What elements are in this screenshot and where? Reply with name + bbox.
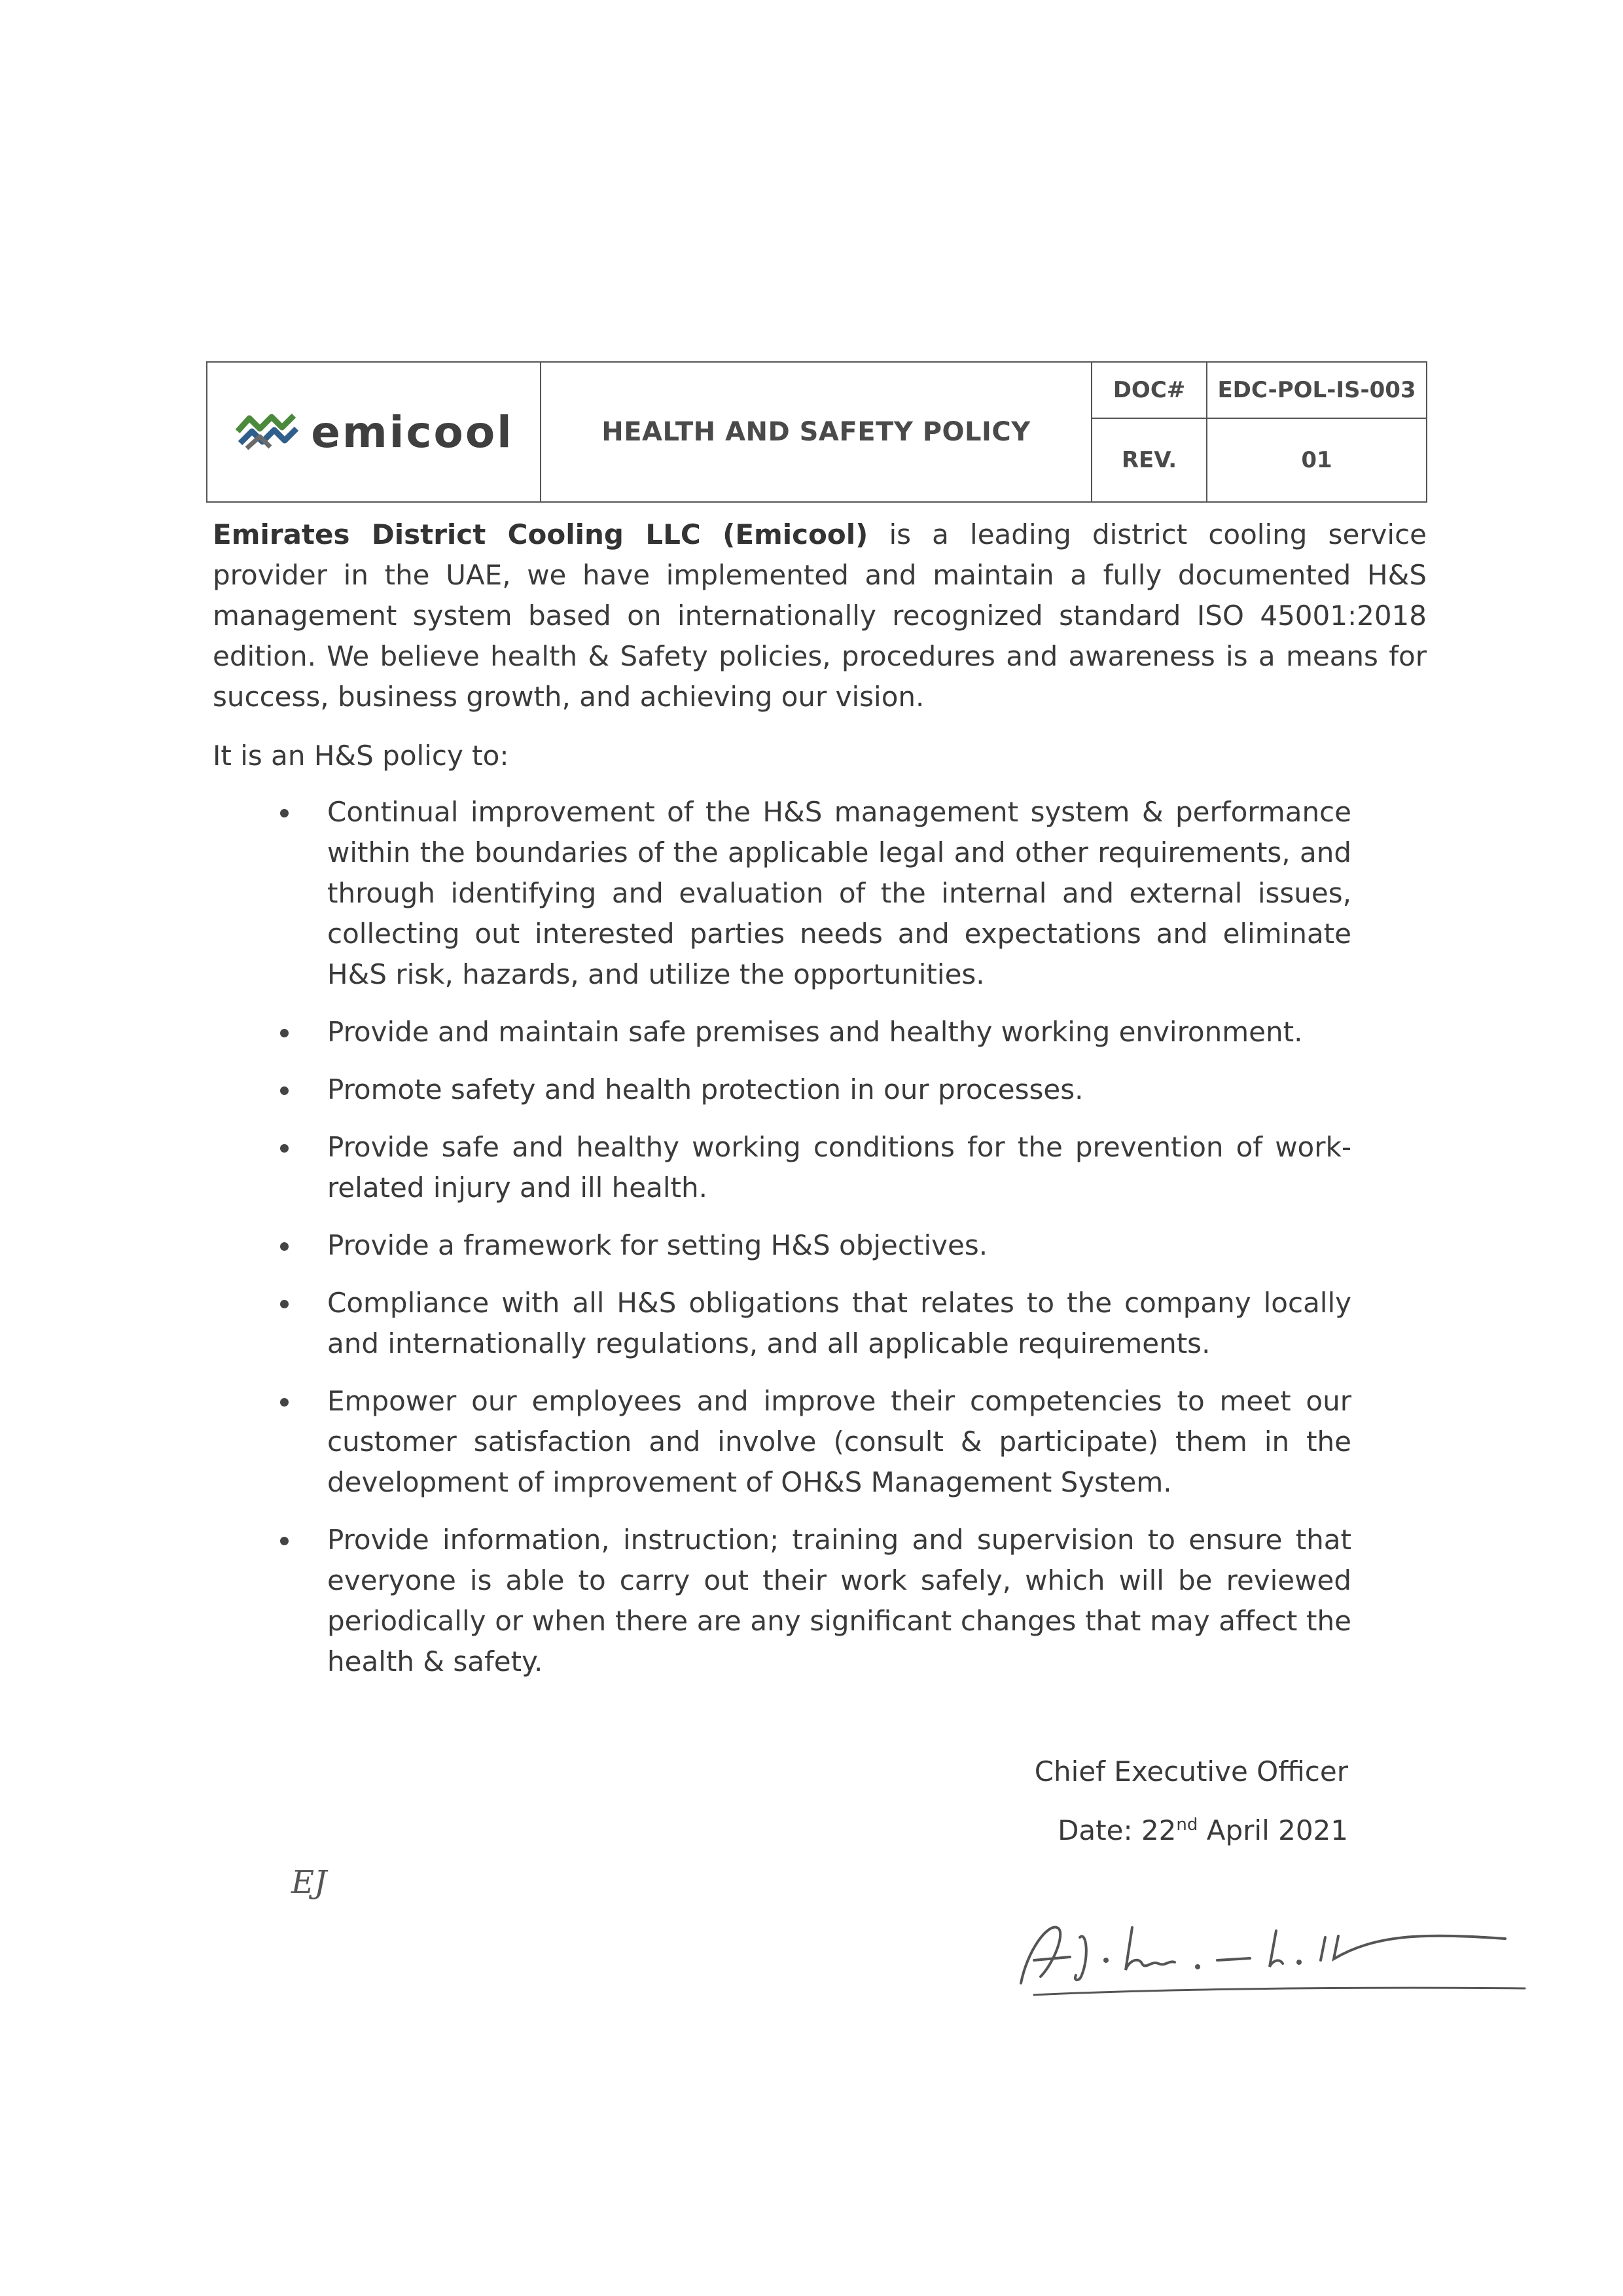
policy-item <box>213 1012 1351 1052</box>
signature-image <box>1008 1898 1531 2003</box>
date-prefix: Date: 22 <box>1058 1814 1177 1846</box>
rev-label: REV. <box>1092 418 1207 502</box>
company-logo <box>207 407 540 457</box>
bullet-icon <box>280 809 289 817</box>
date-suffix: April 2021 <box>1198 1814 1348 1846</box>
bullet-icon <box>280 1242 289 1251</box>
signoff-date <box>1058 1814 1348 1846</box>
wave-chevron-logo-icon <box>234 409 306 455</box>
policy-item-text: Compliance with all H&S obligations that relates to the company locally and internationally regulations, and all applicable requirements. <box>327 1287 1351 1359</box>
bullet-icon <box>280 1144 289 1153</box>
logo-cell <box>207 362 541 502</box>
doc-number: EDC-POL-IS-003 <box>1207 362 1427 418</box>
date-ordinal: nd <box>1176 1815 1198 1835</box>
rev-number: 01 <box>1207 418 1427 502</box>
intro-text: is a leading district cooling service provider in the UAE, we have implemented and maintain a fully documented H&S management system based on internationally recognized standard ISO 45001:2018 edition. We believe health & Safety policies, procedures and awareness is a means for success, business growth, and achieving our vision. <box>213 518 1427 713</box>
bullet-icon <box>280 1029 289 1037</box>
document-title: HEALTH AND SAFETY POLICY <box>541 362 1092 502</box>
policy-item-text: Continual improvement of the H&S management system & performance within the boundaries of the applicable legal and other requirements, and through identifying and evaluation of the internal and external issues, collecting out interested parties needs and expectations and eliminate H&S risk, hazards, and utilize the opportunities. <box>327 796 1351 990</box>
company-name: Emirates District Cooling LLC (Emicool) <box>213 518 868 550</box>
policy-item <box>213 1069 1351 1110</box>
policy-item-text: Provide safe and healthy working conditions for the prevention of work-related injury and ill health. <box>327 1131 1351 1204</box>
bullet-icon <box>280 1086 289 1095</box>
policy-item <box>213 1127 1351 1208</box>
bullet-icon <box>280 1300 289 1308</box>
policy-list <box>213 792 1351 1699</box>
policy-item <box>213 792 1351 995</box>
policy-item-text: Provide and maintain safe premises and healthy working environment. <box>327 1016 1303 1048</box>
policy-item-text: Empower our employees and improve their competencies to meet our customer satisfaction and involve (consult & participate) them in the development of improvement of OH&S Management System. <box>327 1385 1351 1498</box>
policy-item-text: Promote safety and health protection in our processes. <box>327 1073 1084 1105</box>
policy-lead: It is an H&S policy to: <box>213 740 509 772</box>
intro-paragraph <box>213 514 1427 717</box>
bullet-icon <box>280 1398 289 1407</box>
policy-item-text: Provide information, instruction; training and supervision to ensure that everyone is able to carry out their work safely, which will be reviewed periodically or when there are any significant changes that may affect the health & safety. <box>327 1524 1351 1677</box>
document-header-table <box>206 361 1427 503</box>
policy-item <box>213 1520 1351 1682</box>
signatory-role: Chief Executive Officer <box>1034 1755 1348 1787</box>
logo-wordmark: emicool <box>311 406 514 457</box>
policy-item-text: Provide a framework for setting H&S objectives. <box>327 1229 988 1261</box>
bullet-icon <box>280 1537 289 1545</box>
policy-item <box>213 1225 1351 1266</box>
policy-item <box>213 1283 1351 1364</box>
policy-item <box>213 1381 1351 1503</box>
handwritten-initials: EJ <box>291 1864 327 1901</box>
doc-label: DOC# <box>1092 362 1207 418</box>
